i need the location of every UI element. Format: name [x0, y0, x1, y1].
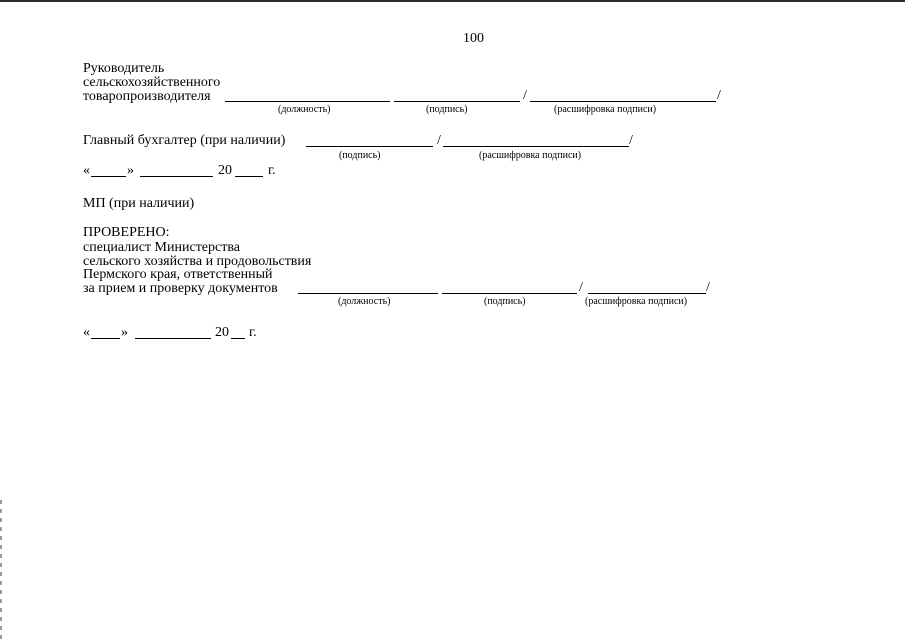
verified-signature-line[interactable]: [442, 293, 577, 294]
verified-line-4: за прием и проверку документов: [83, 281, 278, 296]
date1-day-line[interactable]: [91, 176, 126, 177]
caption-signature: (подпись): [339, 150, 381, 161]
date2-year-line[interactable]: [231, 338, 245, 339]
verified-heading: ПРОВЕРЕНО:: [83, 225, 170, 240]
head-line-3: товаропроизводителя: [83, 89, 211, 104]
verified-decoding-line[interactable]: [588, 293, 706, 294]
date1-year-prefix: 20: [218, 163, 232, 178]
accountant-signature-line[interactable]: [306, 146, 433, 147]
seal-label: МП (при наличии): [83, 196, 195, 211]
head-signature-line[interactable]: [394, 101, 520, 102]
caption-decoding: (расшифровка подписи): [585, 296, 688, 307]
separator-slash: /: [706, 280, 710, 295]
verified-position-line[interactable]: [298, 293, 438, 294]
separator-slash: /: [629, 133, 633, 148]
separator-slash: /: [523, 88, 527, 103]
head-line-2: сельскохозяйственного: [83, 75, 221, 90]
date2-year-prefix: 20: [215, 325, 229, 340]
page-number: 100: [463, 31, 484, 46]
caption-decoding: (расшифровка подписи): [554, 104, 657, 115]
date2-month-line[interactable]: [135, 338, 211, 339]
caption-signature: (подпись): [484, 296, 526, 307]
head-position-line[interactable]: [225, 101, 390, 102]
date2-open-quote: «: [83, 325, 90, 340]
date1-year-suffix: г.: [268, 163, 276, 178]
date2-year-suffix: г.: [249, 325, 257, 340]
caption-position: (должность): [338, 296, 391, 307]
date1-year-line[interactable]: [235, 176, 263, 177]
caption-signature: (подпись): [426, 104, 468, 115]
separator-slash: /: [717, 88, 721, 103]
date1-open-quote: «: [83, 163, 90, 178]
page-left-edge: [0, 500, 2, 640]
verified-line-3: Пермского края, ответственный: [83, 267, 273, 282]
date2-close-quote: »: [121, 325, 128, 340]
head-decoding-line[interactable]: [530, 101, 716, 102]
accountant-decoding-line[interactable]: [443, 146, 629, 147]
caption-decoding: (расшифровка подписи): [479, 150, 582, 161]
accountant-label: Главный бухгалтер (при наличии): [83, 133, 286, 148]
verified-line-1: специалист Министерства: [83, 240, 240, 255]
head-line-1: Руководитель: [83, 61, 165, 76]
page-top-edge: [0, 0, 905, 2]
verified-line-2: сельского хозяйства и продовольствия: [83, 254, 312, 269]
separator-slash: /: [579, 280, 583, 295]
caption-position: (должность): [278, 104, 331, 115]
date2-day-line[interactable]: [91, 338, 120, 339]
separator-slash: /: [437, 133, 441, 148]
date1-close-quote: »: [127, 163, 134, 178]
date1-month-line[interactable]: [140, 176, 213, 177]
